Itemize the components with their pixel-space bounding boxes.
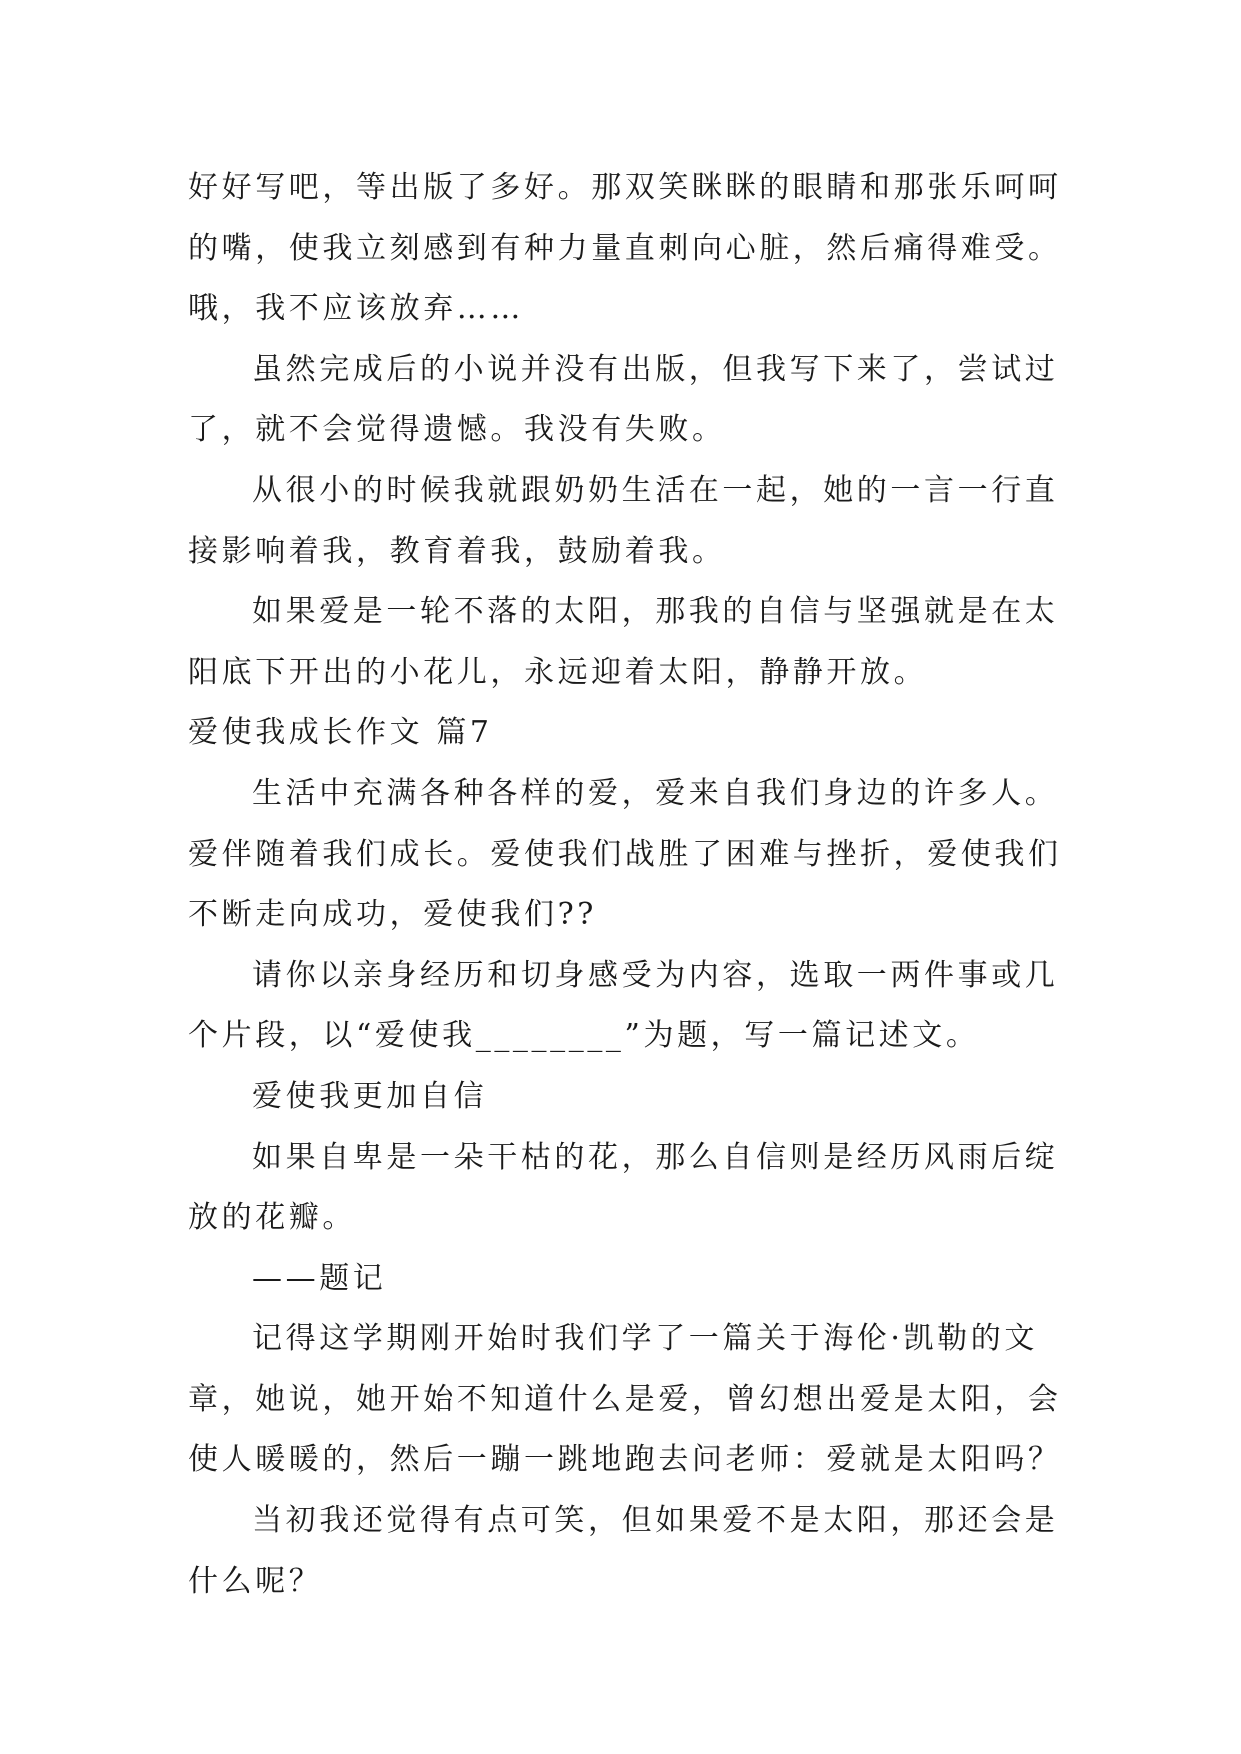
text-line: 爱伴随着我们成长。爱使我们战胜了困难与挫折，爱使我们 — [188, 836, 1062, 872]
text-line: 个片段，以“爱使我________”为题，写一篇记述文。 — [188, 1018, 980, 1054]
text-line: 了，就不会觉得遗憾。我没有失败。 — [188, 412, 726, 448]
paragraph-start: 从很小的时候我就跟奶奶生活在一起，她的一言一行直 — [252, 472, 1059, 508]
text-line: 使人暖暖的，然后一蹦一跳地跑去问老师：爱就是太阳吗？ — [188, 1442, 1062, 1478]
text-line: 阳底下开出的小花儿，永远迎着太阳，静静开放。 — [188, 654, 928, 690]
text-line: 章，她说，她开始不知道什么是爱，曾幻想出爱是太阳，会 — [188, 1381, 1062, 1417]
paragraph-start: 生活中充满各种各样的爱，爱来自我们身边的许多人。 — [252, 775, 1059, 811]
paragraph-start: 如果爱是一轮不落的太阳，那我的自信与坚强就是在太 — [252, 594, 1059, 630]
text-line: 好好写吧，等出版了多好。那双笑眯眯的眼睛和那张乐呵呵 — [188, 170, 1062, 205]
paragraph-start: 当初我还觉得有点可笑，但如果爱不是太阳，那还会是 — [252, 1503, 1059, 1539]
paragraph-start: 如果自卑是一朵干枯的花，那么自信则是经历风雨后绽 — [252, 1139, 1059, 1175]
section-heading: 爱使我成长作文 篇7 — [188, 715, 493, 751]
text-line: 不断走向成功，爱使我们?? — [188, 897, 597, 933]
text-line: 什么呢？ — [188, 1563, 323, 1599]
epigraph-attribution: ——题记 — [252, 1260, 387, 1296]
text-line: 放的花瓣。 — [188, 1200, 356, 1236]
essay-title: 爱使我更加自信 — [252, 1078, 488, 1114]
paragraph-start: 记得这学期刚开始时我们学了一篇关于海伦·凯勒的文 — [252, 1321, 1038, 1357]
paragraph-start: 虽然完成后的小说并没有出版，但我写下来了，尝试过 — [252, 351, 1059, 387]
paragraph-start: 请你以亲身经历和切身感受为内容，选取一两件事或几 — [252, 957, 1059, 993]
text-line: 哦，我不应该放弃…… — [188, 291, 524, 327]
text-line: 接影响着我，教育着我，鼓励着我。 — [188, 533, 726, 569]
document-body — [188, 158, 1068, 1612]
text-line: 的嘴，使我立刻感到有种力量直刺向心脏，然后痛得难受。 — [188, 230, 1062, 266]
